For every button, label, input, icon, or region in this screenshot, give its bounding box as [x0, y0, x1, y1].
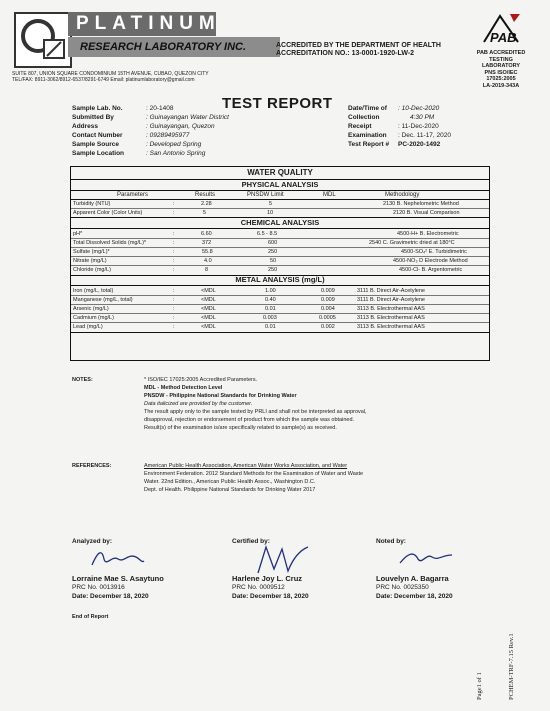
signature-certified: [232, 537, 372, 601]
note-line: PNSDW - Philippine National Standards for Drinking Water: [144, 393, 297, 399]
cell-mdl: 0.0005: [319, 315, 336, 321]
cell-result: 55.8: [202, 249, 213, 255]
pab-line: TESTING: [489, 56, 513, 63]
pab-line: PNS ISO/IEC: [484, 69, 518, 76]
signature-name: Harlene Joy L. Cruz: [232, 574, 303, 583]
cell-limit: 0.01: [265, 324, 276, 330]
field-label: Receipt: [348, 123, 372, 130]
cell-param: Turbidity (NTU): [73, 201, 111, 207]
note-line: MDL - Method Detection Level: [144, 385, 223, 391]
signature-name: Louvelyn A. Bagarra: [376, 574, 449, 583]
cell-method: 4500-SO₄² E. Turbidimetric: [401, 249, 467, 255]
field-value: : Developed Spring: [146, 141, 202, 148]
header-results: Results: [195, 192, 216, 198]
cell-result: <MDL: [201, 324, 216, 330]
brand-name: PLATINUM: [68, 12, 216, 36]
references-block: [144, 462, 464, 494]
cell-limit: 10: [267, 210, 274, 216]
cell-result: 372: [202, 240, 212, 246]
field-value: : 11-Dec-2020: [398, 123, 439, 130]
cell-colon: :: [173, 315, 175, 321]
handwritten-signature: [396, 547, 456, 571]
handwritten-signature: [252, 543, 316, 577]
cell-limit: 1.00: [265, 288, 276, 294]
header-limit: PNSDW Limit: [247, 192, 284, 198]
section-physical: PHYSICAL ANALYSIS: [241, 180, 319, 189]
header-method: Methodology: [385, 192, 420, 198]
cell-colon: :: [173, 297, 175, 303]
handwritten-signature: [88, 547, 148, 571]
cell-colon: :: [173, 288, 175, 294]
cell-method: 2540 C. Gravimetric dried at 180°C: [369, 240, 455, 246]
signature-prc: PRC No. 0013916: [72, 584, 125, 591]
reference-line: American Public Health Association, American Water Works Association, and Water: [144, 463, 348, 469]
cell-result: 5: [203, 210, 207, 216]
pab-accreditation: [456, 50, 546, 89]
cell-param: Total Dissolved Solids (mg/L)*: [73, 240, 147, 246]
field-label: Submitted By: [72, 114, 114, 121]
cell-method: 4500-Cl- B. Argentometric: [399, 267, 463, 273]
signature-role: Noted by:: [376, 538, 406, 545]
cell-limit: 0.40: [265, 297, 276, 303]
cell-method: 2120 B. Visual Comparison: [393, 210, 460, 216]
field-value: : 20-1408: [146, 105, 174, 112]
cell-result: 8: [205, 267, 209, 273]
cell-result: <MDL: [201, 288, 216, 294]
table-title: WATER QUALITY: [247, 168, 313, 177]
sample-info-left: [72, 104, 229, 158]
contact-line: TEL/FAX: 8911-3062/8912-6537/8291-6749 Email: platinumlaboratory@gmail.com: [12, 77, 195, 83]
cell-result: 6.60: [201, 231, 212, 237]
field-value: 4:30 PM: [410, 114, 435, 121]
cell-param: Arsenic (mg/L): [73, 306, 109, 312]
field-value: : 10-Dec-2020: [398, 105, 440, 112]
field-value: : Guinayangan Water District: [146, 114, 229, 121]
cell-result: 4.0: [204, 258, 212, 264]
cell-limit: 0.01: [265, 306, 276, 312]
cell-limit: 0.003: [263, 315, 277, 321]
cell-param: Cadmium (mg/L): [73, 315, 114, 321]
note-line: Result(s) of the examination is/are specifically related to sample(s) as received.: [144, 425, 337, 431]
cell-mdl: 0.009: [321, 297, 335, 303]
cell-mdl: 0.002: [321, 324, 335, 330]
cell-result: 2.28: [201, 201, 212, 207]
cell-param: pH*: [73, 231, 83, 237]
address-line: SUITE 807, UNION SQUARE CONDOMINIUM 15TH AVENUE, CUBAO, QUEZON CITY: [12, 71, 209, 77]
section-chemical: CHEMICAL ANALYSIS: [240, 218, 320, 227]
signature-analyzed: [72, 537, 212, 601]
signature-date: Date: December 18, 2020: [376, 593, 453, 600]
signature-date: Date: December 18, 2020: [72, 593, 149, 600]
cell-result: <MDL: [201, 297, 216, 303]
cell-mdl: 0.009: [321, 288, 335, 294]
pab-line: LA-2019-343A: [482, 82, 520, 89]
signature-noted: [376, 537, 516, 601]
pab-line: PAB ACCREDITED: [476, 50, 526, 56]
note-line: * ISO/IEC 17025:2005 Accredited Parameters.: [144, 377, 258, 383]
signature-date: Date: December 18, 2020: [232, 593, 309, 600]
cell-param: Lead (mg/L): [73, 324, 103, 330]
cell-method: 3111 B. Direct Air-Acetylene: [357, 297, 425, 303]
page-number: Page1 of 1: [476, 672, 483, 700]
signature-name: Lorraine Mae S. Asaytuno: [72, 574, 164, 583]
field-label: Examination: [348, 132, 387, 139]
cell-colon: :: [173, 210, 175, 216]
water-quality-table: [70, 166, 490, 361]
note-line: Data italicized are provided by the customer.: [144, 401, 253, 407]
cell-limit: 6.5 - 8.5: [257, 231, 278, 237]
field-value: : San Antonio Spring: [146, 150, 206, 157]
form-code: PCHEM-TRF-7.15 Rev.1: [508, 633, 515, 700]
cell-limit: 250: [268, 249, 278, 255]
cell-mdl: 0.004: [321, 306, 335, 312]
cell-colon: :: [173, 249, 175, 255]
field-label: Sample Lab. No.: [72, 105, 123, 112]
cell-method: 3113 B. Electrothermal AAS: [357, 315, 425, 321]
field-label: Test Report #: [348, 141, 390, 148]
cell-method: 3113 B. Electrothermal AAS: [357, 306, 425, 312]
signature-prc: PRC No. 0009512: [232, 584, 285, 591]
references-label: REFERENCES:: [72, 463, 112, 469]
cell-param: Apparent Color (Color Units): [73, 210, 143, 216]
cell-param: Manganese (mg/L, total): [73, 297, 133, 303]
signature-role: Analyzed by:: [72, 538, 113, 545]
field-label: Address: [72, 123, 99, 130]
cell-colon: :: [173, 267, 175, 273]
field-value: : Guinayangan, Quezon: [146, 123, 215, 130]
section-metal: METAL ANALYSIS (mg/L): [235, 275, 325, 284]
cell-limit: 50: [270, 258, 277, 264]
sample-info-right: [348, 104, 451, 149]
brand-subtitle: RESEARCH LABORATORY INC.: [68, 37, 280, 57]
field-label: Collection: [348, 114, 380, 121]
pab-line: 17025:2005: [486, 76, 516, 82]
cell-colon: :: [173, 306, 175, 312]
cell-method: 4500-H+ B. Electrometric: [397, 231, 459, 237]
reference-line: Water. 22nd Edition., American Public Health Assoc., Washington D.C.: [144, 479, 316, 485]
field-label: Sample Source: [72, 141, 119, 148]
cell-param: Sulfate (mg/L)*: [73, 249, 110, 255]
cell-limit: 5: [269, 201, 273, 207]
field-label: Contact Number: [72, 132, 123, 139]
cell-param: Nitrate (mg/L): [73, 258, 107, 264]
cell-colon: :: [173, 258, 175, 264]
signature-prc: PRC No. 0025350: [376, 584, 429, 591]
cell-colon: :: [173, 231, 175, 237]
pab-logo-text: PAB: [490, 30, 517, 45]
cell-param: Chloride (mg/L): [73, 267, 111, 273]
header-parameters: Parameters: [117, 192, 149, 198]
cell-method: 2130 B. Nephelometric Method: [383, 201, 459, 207]
cell-limit: 250: [268, 267, 278, 273]
cell-result: <MDL: [201, 315, 216, 321]
pab-logo: [480, 12, 522, 48]
cell-colon: :: [173, 240, 175, 246]
field-value: PC-2020-1492: [398, 141, 441, 148]
cell-colon: :: [173, 324, 175, 330]
accreditation-line1: ACCREDITED BY THE DEPARTMENT OF HEALTH: [276, 42, 441, 49]
header-mdl: MDL: [323, 192, 336, 198]
company-logo: [14, 12, 72, 68]
note-line: disapproval, rejection or endorsement of product from which the sample was obtained.: [144, 417, 355, 423]
note-line: The result apply only to the sample tested by PRLI and shall not be interpreted as approval,: [144, 409, 367, 415]
notes-label: NOTES:: [72, 377, 93, 383]
cell-colon: :: [173, 201, 175, 207]
notes-block: [144, 376, 464, 432]
end-of-report: End of Report: [72, 614, 109, 620]
company-address: [12, 71, 209, 83]
signature-role: Certified by:: [232, 538, 270, 545]
accreditation-line2: ACCREDITATION NO.: 13-0001-1920-LW-2: [276, 50, 415, 57]
cell-result: <MDL: [201, 306, 216, 312]
cell-method: 3113 B. Electrothermal AAS: [357, 324, 425, 330]
cell-method: 3111 B. Direct Air-Acetylene: [357, 288, 425, 294]
report-title: TEST REPORT: [222, 95, 333, 112]
accreditation-info: [276, 42, 441, 58]
cell-limit: 600: [268, 240, 278, 246]
field-label: Date/Time of: [348, 105, 387, 112]
field-label: Sample Location: [72, 150, 125, 157]
field-value: : 09289495977: [146, 132, 190, 139]
cell-method: 4500-NO₃ D Electrode Method: [393, 258, 468, 264]
field-value: : Dec. 11-17, 2020: [398, 132, 451, 139]
reference-line: Dept. of Health. Philippine National Standards for Drinking Water 2017: [144, 487, 316, 493]
pab-line: LABORATORY: [481, 63, 521, 69]
cell-param: Iron (mg/L, total): [73, 288, 114, 294]
reference-line: Environment Federation. 2012 Standard Methods for the Examination of Water and Waste: [144, 471, 364, 477]
